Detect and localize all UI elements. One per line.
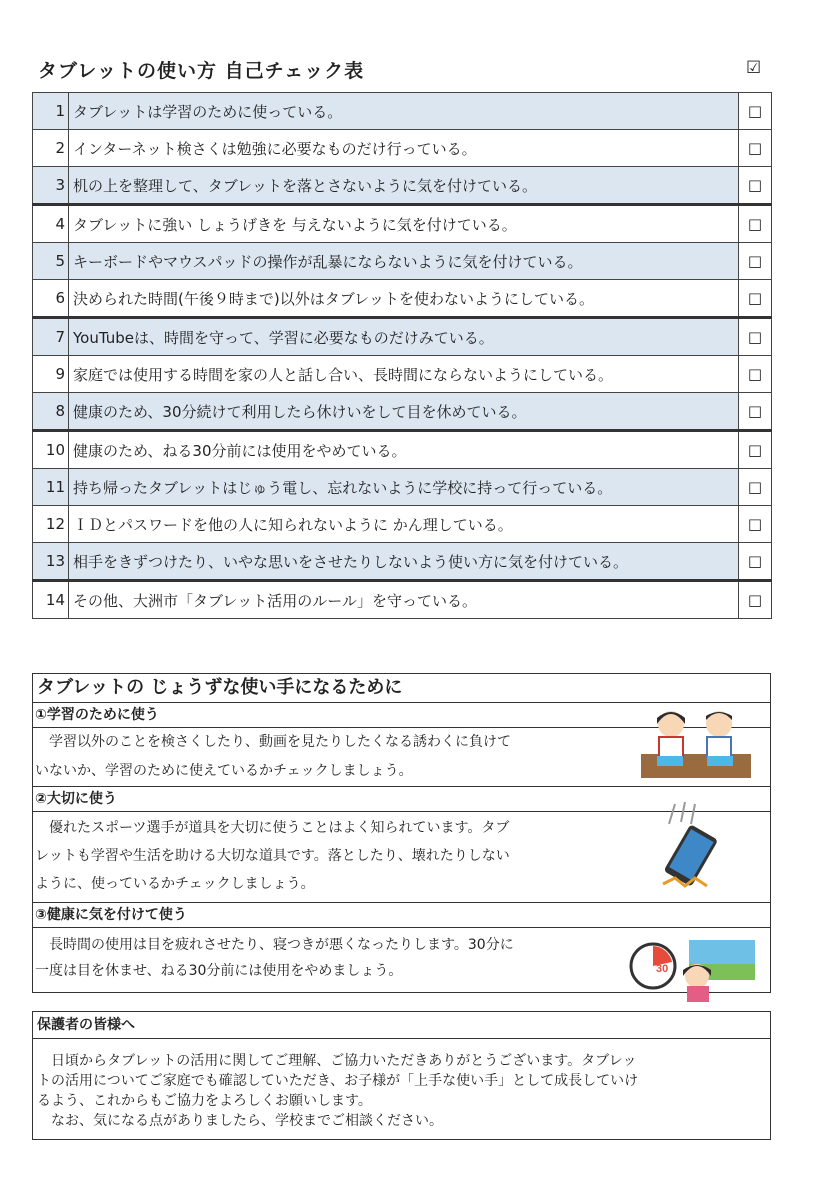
section-line: レットも学習や生活を助ける大切な道具です。落としたり、壊れたりしない — [35, 848, 510, 864]
section-line: いないか、学習のために使えているかチェックしましょう。 — [35, 763, 413, 779]
row-text: タブレットは学習のために使っている。 — [69, 93, 739, 130]
row-checkbox[interactable]: □ — [739, 167, 772, 205]
row-checkbox[interactable]: □ — [739, 243, 772, 280]
students-illustration — [637, 704, 755, 784]
row-checkbox[interactable]: □ — [739, 130, 772, 167]
checklist-row — [33, 581, 772, 619]
row-checkbox[interactable]: □ — [739, 205, 772, 243]
checklist-row — [33, 469, 772, 506]
section-heading-health: ③健康に気を付けて使う — [33, 902, 770, 928]
check-all-icon[interactable]: ☑ — [746, 58, 762, 78]
section-body-health — [33, 928, 615, 984]
svg-text:30: 30 — [656, 963, 669, 975]
section-body-care — [33, 812, 615, 902]
checklist-row — [33, 543, 772, 581]
checklist-row — [33, 393, 772, 431]
checklist-row — [33, 318, 772, 356]
checklist-row — [33, 356, 772, 393]
parents-body — [33, 1039, 770, 1131]
section-line: 一度は目を休ませ、ねる30分前には使用をやめましょう。 — [35, 963, 403, 979]
parents-line: るよう、これからもご協力をよろしくお願いします。 — [37, 1093, 372, 1109]
row-checkbox[interactable]: □ — [739, 469, 772, 506]
section-line: 長時間の使用は目を疲れさせたり、寝つきが悪くなったりします。30分に — [35, 937, 514, 953]
row-number: 3 — [33, 167, 69, 205]
checklist-row — [33, 243, 772, 280]
row-text: 相手をきずつけたり、いやな思いをさせたりしないよう使い方に気を付けている。 — [69, 543, 739, 581]
row-checkbox[interactable]: □ — [739, 543, 772, 581]
row-text: ＩＤとパスワードを他の人に知られないように かん理している。 — [69, 506, 739, 543]
row-text: 健康のため、30分続けて利用したら休けいをして目を休めている。 — [69, 393, 739, 431]
row-checkbox[interactable]: □ — [739, 356, 772, 393]
parents-title: 保護者の皆様へ — [33, 1012, 770, 1039]
checklist-row — [33, 431, 772, 469]
parents-line: トの活用についてご家庭でも確認していただき、お子様が「上手な使い手」として成長していけ — [37, 1073, 639, 1089]
row-text: タブレットに強い しょうげきを 与えないように気を付けている。 — [69, 205, 739, 243]
checklist-row — [33, 130, 772, 167]
row-checkbox[interactable]: □ — [739, 506, 772, 543]
row-checkbox[interactable]: □ — [739, 581, 772, 619]
section-body-study — [33, 728, 615, 786]
row-number: 12 — [33, 506, 69, 543]
row-text: その他、大洲市「タブレット活用のルール」を守っている。 — [69, 581, 739, 619]
checklist-row — [33, 167, 772, 205]
section-line: 学習以外のことを検さくしたり、動画を見たりしたくなる誘わくに負けて — [35, 734, 511, 750]
row-text: 決められた時間(午後９時まで)以外はタブレットを使わないようにしている。 — [69, 280, 739, 318]
row-number: 11 — [33, 469, 69, 506]
row-number: 13 — [33, 543, 69, 581]
row-checkbox[interactable]: □ — [739, 93, 772, 130]
row-checkbox[interactable]: □ — [739, 280, 772, 318]
section-line: 優れたスポーツ選手が道具を大切に使うことはよく知られています。タブ — [35, 820, 510, 836]
row-text: キーボードやマウスパッドの操作が乱暴にならないように気を付けている。 — [69, 243, 739, 280]
row-text: 机の上を整理して、タブレットを落とさないように気を付けている。 — [69, 167, 739, 205]
row-text: 持ち帰ったタブレットはじゅう電し、忘れないように学校に持って行っている。 — [69, 469, 739, 506]
page-title: タブレットの使い方 自己チェック表 — [38, 60, 365, 82]
row-number: 2 — [33, 130, 69, 167]
section-heading-care: ②大切に使う — [33, 786, 770, 812]
row-text: 健康のため、ねる30分前には使用をやめている。 — [69, 431, 739, 469]
checklist-row — [33, 205, 772, 243]
dropped-tablet-illustration — [655, 800, 725, 892]
parents-box — [32, 1011, 771, 1140]
section-line: ように、使っているかチェックしましょう。 — [35, 876, 315, 892]
row-number: 6 — [33, 280, 69, 318]
row-text: 家庭では使用する時間を家の人と話し合い、長時間にならないようにしている。 — [69, 356, 739, 393]
row-number: 10 — [33, 431, 69, 469]
row-number: 14 — [33, 581, 69, 619]
parents-line: なお、気になる点がありましたら、学校までご相談ください。 — [37, 1113, 443, 1129]
row-checkbox[interactable]: □ — [739, 431, 772, 469]
guide-title: タブレットの じょうずな使い手になるために — [33, 674, 770, 703]
clock-illustration — [629, 936, 759, 1002]
row-number: 5 — [33, 243, 69, 280]
checklist-row — [33, 506, 772, 543]
guide-box — [32, 673, 771, 993]
row-number: 7 — [33, 318, 69, 356]
checklist-row — [33, 280, 772, 318]
checklist-row — [33, 93, 772, 130]
row-text: インターネット検さくは勉強に必要なものだけ行っている。 — [69, 130, 739, 167]
row-checkbox[interactable]: □ — [739, 318, 772, 356]
section-heading-study: ①学習のために使う — [33, 703, 770, 728]
row-number: 9 — [33, 356, 69, 393]
row-number: 4 — [33, 205, 69, 243]
row-number: 8 — [33, 393, 69, 431]
row-checkbox[interactable]: □ — [739, 393, 772, 431]
row-number: 1 — [33, 93, 69, 130]
parents-line: 日頃からタブレットの活用に関してご理解、ご協力いただきありがとうございます。タブレッ — [37, 1053, 637, 1069]
row-text: YouTubeは、時間を守って、学習に必要なものだけみている。 — [69, 318, 739, 356]
checklist-table — [32, 92, 772, 619]
